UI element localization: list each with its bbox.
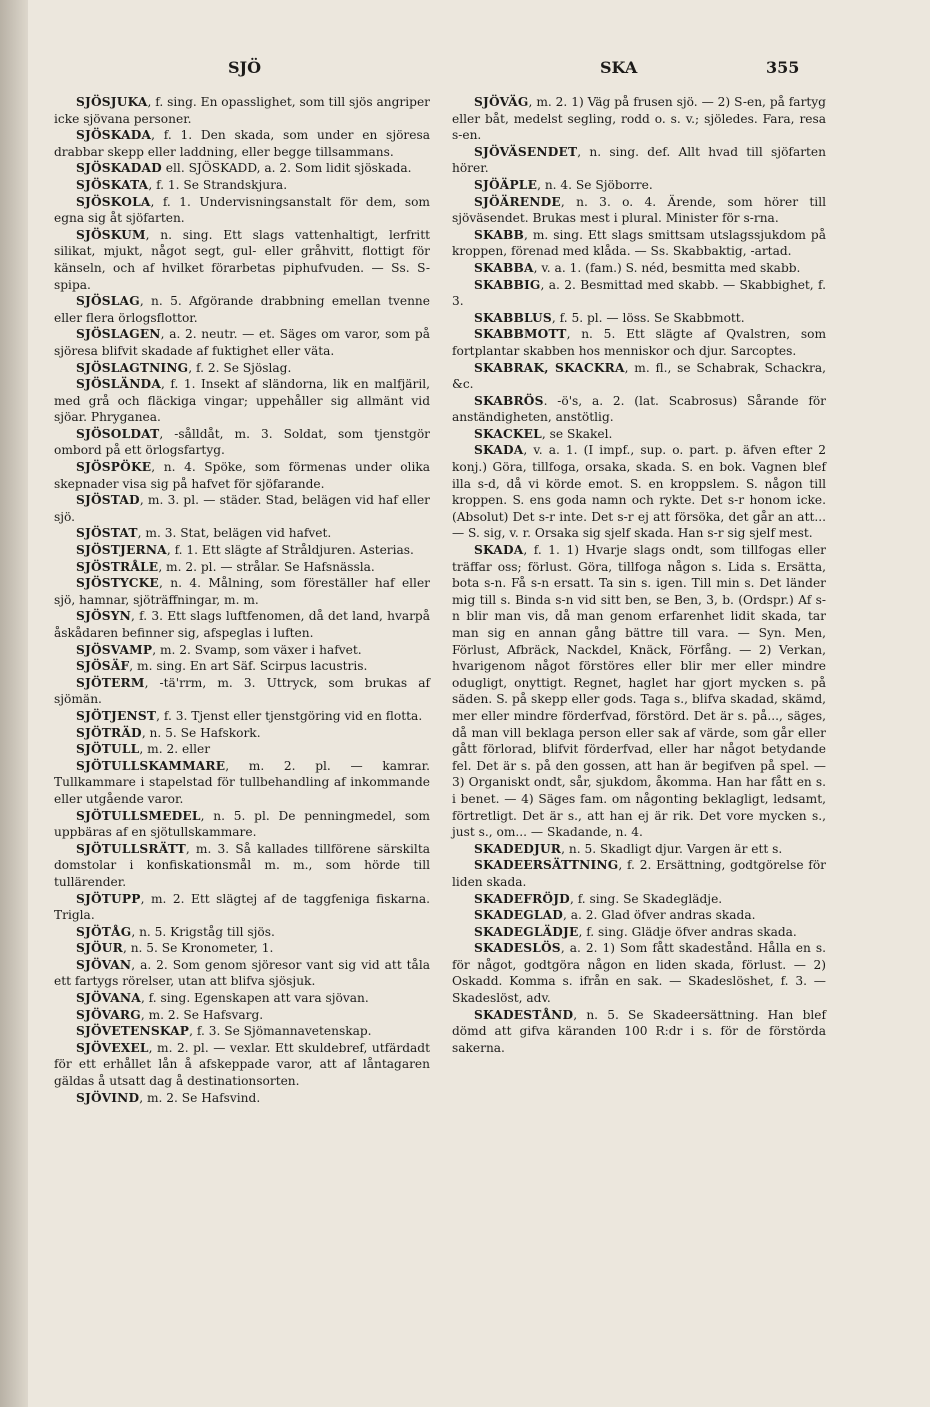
entry-headword: SJÖTJENST [76, 708, 157, 723]
header-guideword-left: SJÖ [228, 58, 262, 77]
dictionary-entry [54, 957, 430, 990]
dictionary-entry [452, 940, 826, 1006]
entry-headword: SJÖSKUM [76, 227, 146, 242]
entry-headword: SJÖSTYCKE [76, 576, 159, 591]
entry-definition: , n. 5. Krigståg till sjös. [131, 924, 275, 939]
entry-definition: , f. 3. Se Sjömannavetenskap. [189, 1024, 372, 1039]
dictionary-entry [54, 708, 430, 725]
entry-definition: , n. 4. Målning, som föreställer haf eller sjö, hamnar, sjöträffningar, m. m. [54, 576, 430, 607]
dictionary-entry [54, 376, 430, 426]
entry-headword: SJÖVÄG [474, 95, 529, 109]
entry-definition: , m. 2. Se Hafsvarg. [140, 1007, 264, 1022]
entry-headword: SKADA [474, 543, 524, 558]
entry-headword: SJÖTUPP [76, 891, 141, 906]
dictionary-entry [54, 459, 430, 492]
entry-definition: , m. 2. Se Hafsvind. [139, 1090, 261, 1105]
left-column [54, 94, 430, 1106]
dictionary-entry [54, 642, 430, 659]
entry-definition: , n. 5. Ett slägte af Qvalstren, som fortplantar skabben hos menniskor och djur. Sarcoptes. [452, 327, 826, 358]
header-guideword-right: SKA [600, 58, 638, 77]
dictionary-entry [452, 177, 826, 194]
entry-definition: , f. 3. Tjenst eller tjenstgöring vid en flotta. [156, 708, 423, 723]
entry-definition: , -tä'rrm, m. 3. Uttryck, som brukas af sjömän. [54, 675, 430, 707]
entry-definition: , f. 1. Insekt af sländorna, lik en malfjäril, med grå och fläckiga vingar; uppehåller sig allmänt vid sjöar. Phryganea. [54, 377, 430, 425]
dictionary-entry [54, 326, 430, 359]
entry-headword: SKACKEL [474, 426, 542, 441]
entry-headword: SJÖSTJERNA [76, 543, 167, 558]
entry-headword: SKADESTÅND [474, 1007, 574, 1022]
dictionary-entry [452, 857, 826, 890]
page-header [0, 48, 930, 78]
entry-definition: , m. 3. Stat, belägen vid hafvet. [137, 526, 332, 541]
dictionary-entry [54, 741, 430, 758]
entry-definition: , a. 2. 1) Som fått skadestånd. Hålla en s. för något, godtgöra någon en liden skada, förlust. — 2) Oskadd. Komma s. ifrån en sak. — Skadeslöshet, f. 3. — Skadeslöst, adv. [452, 941, 826, 1006]
entry-definition: , f. 1. Den skada, som under en sjöresa drabbar skepp eller laddning, eller begge tillsammans. [54, 128, 430, 159]
entry-definition: , n. 3. o. 4. Ärende, som hörer till sjöväsendet. Brukas mest i plural. Minister för s-rna. [452, 194, 826, 226]
entry-definition: , f. sing. Glädje öfver andras skada. [578, 924, 797, 939]
dictionary-entry [54, 1007, 430, 1024]
entry-headword: SJÖSKADA [76, 128, 152, 143]
entry-definition: , n. sing. Ett slags vattenhaltigt, lerfritt silikat, mjukt, något segt, gul- eller gråhvitt, flottigt för känseln, och af hvilket förarbetas piphufvuden. — Ss. S-spipa. [54, 227, 430, 292]
entry-headword: SJÖSÄF [76, 659, 130, 674]
dictionary-entry [54, 177, 430, 194]
dictionary-entry [54, 990, 430, 1007]
entry-headword: SKABBMOTT [474, 327, 567, 342]
entry-definition: , m. sing. En art Säf. Scirpus lacustris. [129, 659, 368, 674]
entry-headword: SKADEDJUR [474, 841, 562, 856]
entry-definition: ell. SJÖSKADD, a. 2. Som lidit sjöskada. [161, 161, 412, 176]
entry-definition: . -ö's, a. 2. (lat. Scabrosus) Sårande för anständigheten, anstötlig. [452, 393, 826, 425]
entry-definition: , f. sing. Se Skadeglädje. [569, 891, 723, 906]
entry-headword: SJÖTERM [76, 675, 145, 690]
entry-definition: , f. 5. pl. — löss. Se Skabbmott. [551, 310, 745, 325]
dictionary-entry [54, 891, 430, 924]
dictionary-entry [452, 94, 826, 144]
entry-definition: , f. sing. Egenskapen att vara sjövan. [140, 991, 369, 1006]
entry-headword: SKADEGLAD [474, 908, 564, 923]
dictionary-entry [54, 608, 430, 641]
entry-definition: , se Skakel. [541, 426, 613, 441]
entry-definition: , a. 2. Besmittad med skabb. — Skabbighet, f. 3. [452, 277, 826, 309]
entry-definition: , m. sing. Ett slags smittsam utslagssjukdom på kroppen, förenad med klåda. — Ss. Skabbaktig, -artad. [452, 227, 826, 259]
entry-headword: SKADA [474, 443, 524, 458]
dictionary-entry [54, 808, 430, 841]
page-edge-shadow [0, 0, 28, 1407]
entry-definition: , f. sing. En opasslighet, som till sjös angriper icke sjövana personer. [54, 95, 430, 126]
dictionary-entry [452, 326, 826, 359]
entry-definition: , m. 2. Svamp, som växer i hafvet. [152, 642, 362, 657]
entry-definition: , m. 3. pl. — städer. Stad, belägen vid haf eller sjö. [54, 493, 430, 524]
dictionary-entry [452, 1007, 826, 1057]
dictionary-entry [54, 360, 430, 377]
dictionary-entry [54, 94, 430, 127]
entry-headword: SJÖSLAGTNING [76, 360, 189, 375]
dictionary-entry [452, 907, 826, 924]
entry-definition: , n. 5. Afgörande drabbning emellan tvenne eller flera örlogsflottor. [54, 294, 430, 325]
entry-headword: SJÖSOLDAT [76, 426, 160, 441]
entry-definition: , v. a. 1. (I impf., sup. o. part. p. äfven efter 2 konj.) Göra, tillfoga, orsaka, skada. S. en bok. Vagnen blef illa s-d, då vi körde emot. S. en kroppslem. S. någon till kroppen. S. ens goda namn och rykte. Det s-r honom icke. (Absolut) Det s-r inte. Det s-r ej att försöka, det går an att... — S. sig, v. r. Orsaka sig sjelf skada. Han s-r sig sjelf mest. [452, 443, 826, 541]
dictionary-entry [54, 1023, 430, 1040]
dictionary-entry [452, 542, 826, 841]
entry-definition: , f. 1. 1) Hvarje slags ondt, som tillfogas eller träffar oss; förlust. Göra, tillfoga någon s. Lida s. Ersätta, bota s-n. Få s-n ersatt. Ta sin s. igen. Till min s. Det länder mig till s. Binda s-n vid sitt ben, se Ben, 3, b. (Ordspr.) Af s-n blir man vis, då man genom erfarenhet lidit skada, tar man sig en annan gång bättre till vara. — Syn. Men, Förlust, Afbräck, Nackdel, Knäck, Förfång. — 2) Verkan, hvarigenom något förstöres eller blir mer eller mindre odugligt, onyttigt. Regnet, haglet har gjort mycken s. på säden. S. på skepp eller gods. Taga s., blifva skadad, skämd, mer eller mindre förderfvad, förstörd. Det är s. på..., säges, då man vill beklaga person eller sak af värde, som går eller gått förlorad, blifvit förderfvad, eller har något betydande fel. Det är s. på den gossen, att han är begifven på spel. — 3) Organiskt ondt, sår, sjukdom, åkomma. Han har fått en s. i benet. — 4) Säges fam. om någonting beklagligt, ledsamt, förtretligt. Det är s., att han ej är rik. Det vore mycken s., just s., om... — Skadande, n. 4. [452, 543, 826, 840]
entry-definition: , m. 2. pl. — strålar. Se Hafsnässla. [158, 559, 375, 574]
entry-definition: , a. 2. Glad öfver andras skada. [563, 908, 756, 923]
page-number: 355 [766, 58, 800, 77]
dictionary-entry [452, 144, 826, 177]
entry-headword: SJÖTULL [76, 742, 140, 757]
entry-headword: SJÖVÄSENDET [474, 144, 578, 159]
entry-definition: , v. a. 1. (fam.) S. néd, besmitta med skabb. [533, 260, 801, 275]
entry-definition: , f. 2. Ersättning, godtgörelse för liden skada. [452, 858, 826, 889]
dictionary-entry [54, 492, 430, 525]
entry-headword: SJÖSLAG [76, 294, 140, 309]
dictionary-entry [452, 841, 826, 858]
entry-headword: SJÖTÅG [76, 924, 132, 939]
entry-definition: , n. 5. Se Kronometer, 1. [122, 941, 274, 956]
entry-headword: SJÖTULLSRÄTT [76, 841, 186, 856]
dictionary-entry [54, 575, 430, 608]
entry-headword: SJÖVIND [76, 1090, 140, 1105]
entry-headword: SJÖSTRÅLE [76, 559, 159, 574]
dictionary-entry [54, 725, 430, 742]
entry-headword: SJÖVETENSKAP [76, 1024, 190, 1039]
dictionary-entry [54, 924, 430, 941]
entry-definition: , m. 2. 1) Väg på frusen sjö. — 2) S-en, på fartyg eller båt, medelst segling, rodd o. s. v.; sjöledes. Fara, resa s-en. [452, 95, 826, 143]
dictionary-entry [54, 194, 430, 227]
entry-headword: SJÖSKADAD [76, 161, 162, 176]
dictionary-entry [452, 360, 826, 393]
entry-headword: SJÖVEXEL [76, 1040, 149, 1055]
dictionary-entry [54, 542, 430, 559]
dictionary-entry [452, 442, 826, 542]
entry-headword: SKABBLUS [474, 310, 552, 325]
entry-definition: , m. 3. Så kallades tillförene särskilta domstolar i konfiskationsmål m. m., som hörde till tullärender. [54, 841, 430, 889]
dictionary-entry [54, 227, 430, 293]
entry-headword: SKADEERSÄTTNING [474, 858, 619, 873]
entry-headword: SKABRAK, SKACKRA [474, 360, 625, 375]
entry-headword: SJÖSLAGEN [76, 327, 161, 342]
entry-definition: , n. 5. pl. De penningmedel, som uppbäras af en sjötullskammare. [54, 808, 430, 840]
entry-headword: SJÖSJUKA [76, 95, 148, 109]
dictionary-entry [54, 1040, 430, 1090]
entry-definition: , a. 2. Som genom sjöresor vant sig vid att tåla ett fartygs rörelser, utan att blifva sjösjuk. [54, 957, 430, 989]
entry-definition: , f. 1. Ett slägte af Stråldjuren. Asterias. [166, 543, 414, 558]
entry-headword: SJÖUR [76, 941, 123, 956]
entry-definition: , f. 2. Se Sjöslag. [188, 360, 292, 375]
entry-headword: SJÖSLÄNDA [76, 377, 161, 392]
entry-headword: SJÖSVAMP [76, 642, 153, 657]
dictionary-entry [54, 525, 430, 542]
entry-definition: , a. 2. neutr. — et. Säges om varor, som på sjöresa blifvit skadade af fuktighet eller väta. [54, 327, 430, 358]
entry-headword: SKADESLÖS [474, 941, 561, 956]
entry-headword: SJÖVAN [76, 957, 132, 972]
entry-headword: SJÖSTAD [76, 493, 140, 508]
entry-headword: SKADEFRÖJD [474, 891, 570, 906]
entry-headword: SJÖSPÖKE [76, 460, 152, 475]
dictionary-entry [54, 160, 430, 177]
entry-definition: , m. fl., se Schabrak, Schackra, &c. [452, 360, 826, 392]
dictionary-entry [54, 127, 430, 160]
entry-headword: SJÖSTAT [76, 526, 138, 541]
entry-headword: SKABBA [474, 260, 534, 275]
dictionary-entry [452, 277, 826, 310]
entry-definition: , n. 4. Se Sjöborre. [537, 177, 653, 192]
dictionary-entry [54, 293, 430, 326]
entry-definition: , m. 2. pl. — kamrar. Tullkammare i stapelstad för tullbehandling af inkommande eller utgående varor. [54, 758, 430, 806]
dictionary-entry [452, 924, 826, 941]
entry-definition: , -sålldåt, m. 3. Soldat, som tjenstgör ombord på ett örlogsfartyg. [54, 426, 430, 458]
entry-headword: SJÖSYN [76, 609, 132, 624]
dictionary-entry [54, 758, 430, 808]
dictionary-entry [452, 891, 826, 908]
dictionary-entry [54, 1090, 430, 1107]
dictionary-entry [452, 227, 826, 260]
dictionary-entry [452, 310, 826, 327]
entry-definition: , m. 2. Ett slägtej af de taggfeniga fiskarna. Trigla. [54, 891, 430, 923]
entry-definition: , n. 4. Spöke, som förmenas under olika skepnader visa sig på hafvet för sjöfarande. [54, 460, 430, 491]
dictionary-entry [54, 841, 430, 891]
entry-definition: , n. 5. Skadligt djur. Vargen är ett s. [561, 841, 783, 856]
entry-headword: SKADEGLÄDJE [474, 924, 579, 939]
dictionary-entry [54, 940, 430, 957]
entry-headword: SJÖVARG [76, 1007, 141, 1022]
dictionary-entry [54, 658, 430, 675]
dictionary-entry [452, 426, 826, 443]
entry-headword: SJÖTULLSMEDEL [76, 808, 201, 823]
entry-headword: SJÖÄRENDE [474, 194, 561, 209]
entry-headword: SJÖSKOLA [76, 194, 151, 209]
entry-definition: , n. sing. def. Allt hvad till sjöfarten hörer. [452, 144, 826, 176]
dictionary-entry [452, 194, 826, 227]
dictionary-entry [452, 393, 826, 426]
entry-definition: , f. 3. Ett slags luftfenomen, då det land, hvarpå åskådaren befinner sig, afspeglas i luften. [54, 609, 430, 640]
entry-headword: SKABRÖS [474, 393, 544, 408]
entry-definition: , f. 1. Undervisningsanstalt för dem, som egna sig åt sjöfarten. [54, 194, 430, 226]
right-column [452, 94, 826, 1056]
entry-definition: , m. 2. eller [139, 742, 211, 757]
dictionary-entry [54, 675, 430, 708]
entry-headword: SJÖTRÄD [76, 725, 142, 740]
entry-headword: SKABB [474, 227, 524, 242]
entry-headword: SJÖÄPLE [474, 177, 538, 192]
entry-definition: , n. 5. Se Hafskork. [141, 725, 261, 740]
entry-headword: SJÖSKATA [76, 177, 149, 192]
dictionary-entry [452, 260, 826, 277]
entry-definition: , m. 2. pl. — vexlar. Ett skuldebref, utfärdadt för ett erhållet lån å afskeppade varor, att af låntagaren gäldas å utsatt dag å destinationsorten. [54, 1040, 430, 1089]
entry-definition: , n. 5. Se Skadeersättning. Han blef dömd att gifva käranden 100 R:dr i s. för de förstörda sakerna. [452, 1007, 826, 1055]
entry-headword: SJÖTULLSKAMMARE [76, 758, 226, 773]
entry-definition: , f. 1. Se Strandskjura. [148, 177, 288, 192]
entry-headword: SJÖVANA [76, 991, 141, 1006]
entry-headword: SKABBIG [474, 277, 541, 292]
dictionary-entry [54, 426, 430, 459]
dictionary-entry [54, 559, 430, 576]
